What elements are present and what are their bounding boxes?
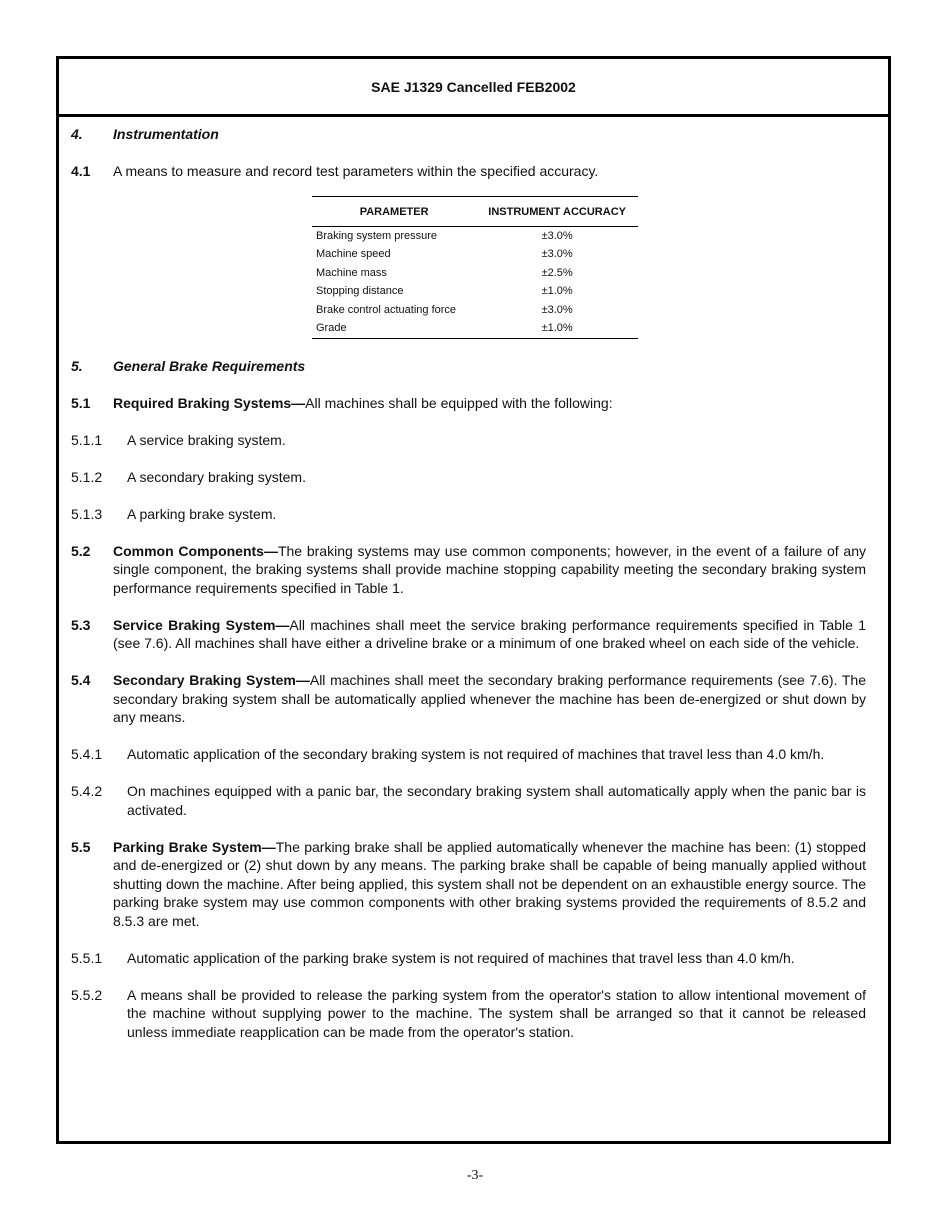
paragraph-5-2: 5.2 Common Components—The braking systems may use common components; however, in the event of a failure of any single component, the braking systems shall provide machine stopping capability meeting the secondary braking system performance requirements specified in Table 1. <box>71 542 866 596</box>
paragraph-5-5: 5.5 Parking Brake System—The parking brake shall be applied automatically whenever the machine has been: (1) stopped and de-energized or (2) shut down by any means. The parking brake shall be capable of being manually applied without shutting down the machine. After being applied, this system shall not be dependent on an exhaustible energy source. The parking brake system may use common components with other braking systems provided the requirements of 8.5.2 and 8.5.3 are met. <box>71 838 866 929</box>
paragraph-5-4: 5.4 Secondary Braking System—All machines shall meet the secondary braking performance requirements (see 7.6). The secondary braking system shall be automatically applied whenever the machine has been de-energized or shut down by any means. <box>71 672 866 725</box>
table-row: Braking system pressure ±3.0% <box>316 229 573 242</box>
paragraph-5-4-1: 5.4.1 Automatic application of the secondary braking system is not required of machines that travel less than 4.0 km/h. <box>71 746 825 762</box>
paragraph-5-1-2: 5.1.2 A secondary braking system. <box>71 468 306 485</box>
paragraph-5-5-2: 5.5.2 A means shall be provided to release the parking system from the operator's station to allow intentional movement of the machine without supplying power to the machine. The system shall be arranged so that it cannot be released unless immediate reapplication can be made from the operator's station. <box>71 986 866 1040</box>
paragraph-5-1-1: 5.1.1 A service braking system. <box>71 431 286 448</box>
table-row: Brake control actuating force ±3.0% <box>316 303 573 316</box>
paragraph-5-4-2: 5.4.2 On machines equipped with a panic bar, the secondary braking system shall automatically apply when the panic bar is activated. <box>71 783 866 818</box>
document-body <box>71 125 866 1060</box>
table-header-parameter: PARAMETER <box>312 197 476 227</box>
paragraph-5-3: 5.3 Service Braking System—All machines shall meet the service braking performance requirements specified in Table 1 (see 7.6). All machines shall have either a driveline brake or a minimum of one braked wheel on each side of the vehicle. <box>71 616 866 651</box>
paragraph-4-1: 4.1 A means to measure and record test parameters within the specified accuracy. <box>71 163 599 179</box>
page-frame <box>56 56 891 1144</box>
accuracy-table-wrapper <box>71 196 866 339</box>
document-title: SAE J1329 Cancelled FEB2002 <box>371 78 576 95</box>
paragraph-5-5-1: 5.5.1 Automatic application of the parking brake system is not required of machines that travel less than 4.0 km/h. <box>71 949 795 966</box>
table-row: Machine speed ±3.0% <box>316 248 573 260</box>
table-row: Grade ±1.0% <box>312 319 638 338</box>
page-number: -3- <box>466 1168 484 1183</box>
accuracy-table <box>312 196 638 339</box>
table-header-accuracy: INSTRUMENT ACCURACY <box>476 197 638 227</box>
document-header <box>59 59 888 117</box>
paragraph-5-1: 5.1 Required Braking Systems—All machines shall be equipped with the following: <box>71 394 613 411</box>
section-5-heading: 5. General Brake Requirements <box>71 357 306 374</box>
table-row: Stopping distance ±1.0% <box>316 285 573 297</box>
section-4-heading: 4. Instrumentation <box>71 126 219 142</box>
table-row: Machine mass ±2.5% <box>316 266 573 279</box>
paragraph-5-1-3: 5.1.3 A parking brake system. <box>71 505 277 522</box>
